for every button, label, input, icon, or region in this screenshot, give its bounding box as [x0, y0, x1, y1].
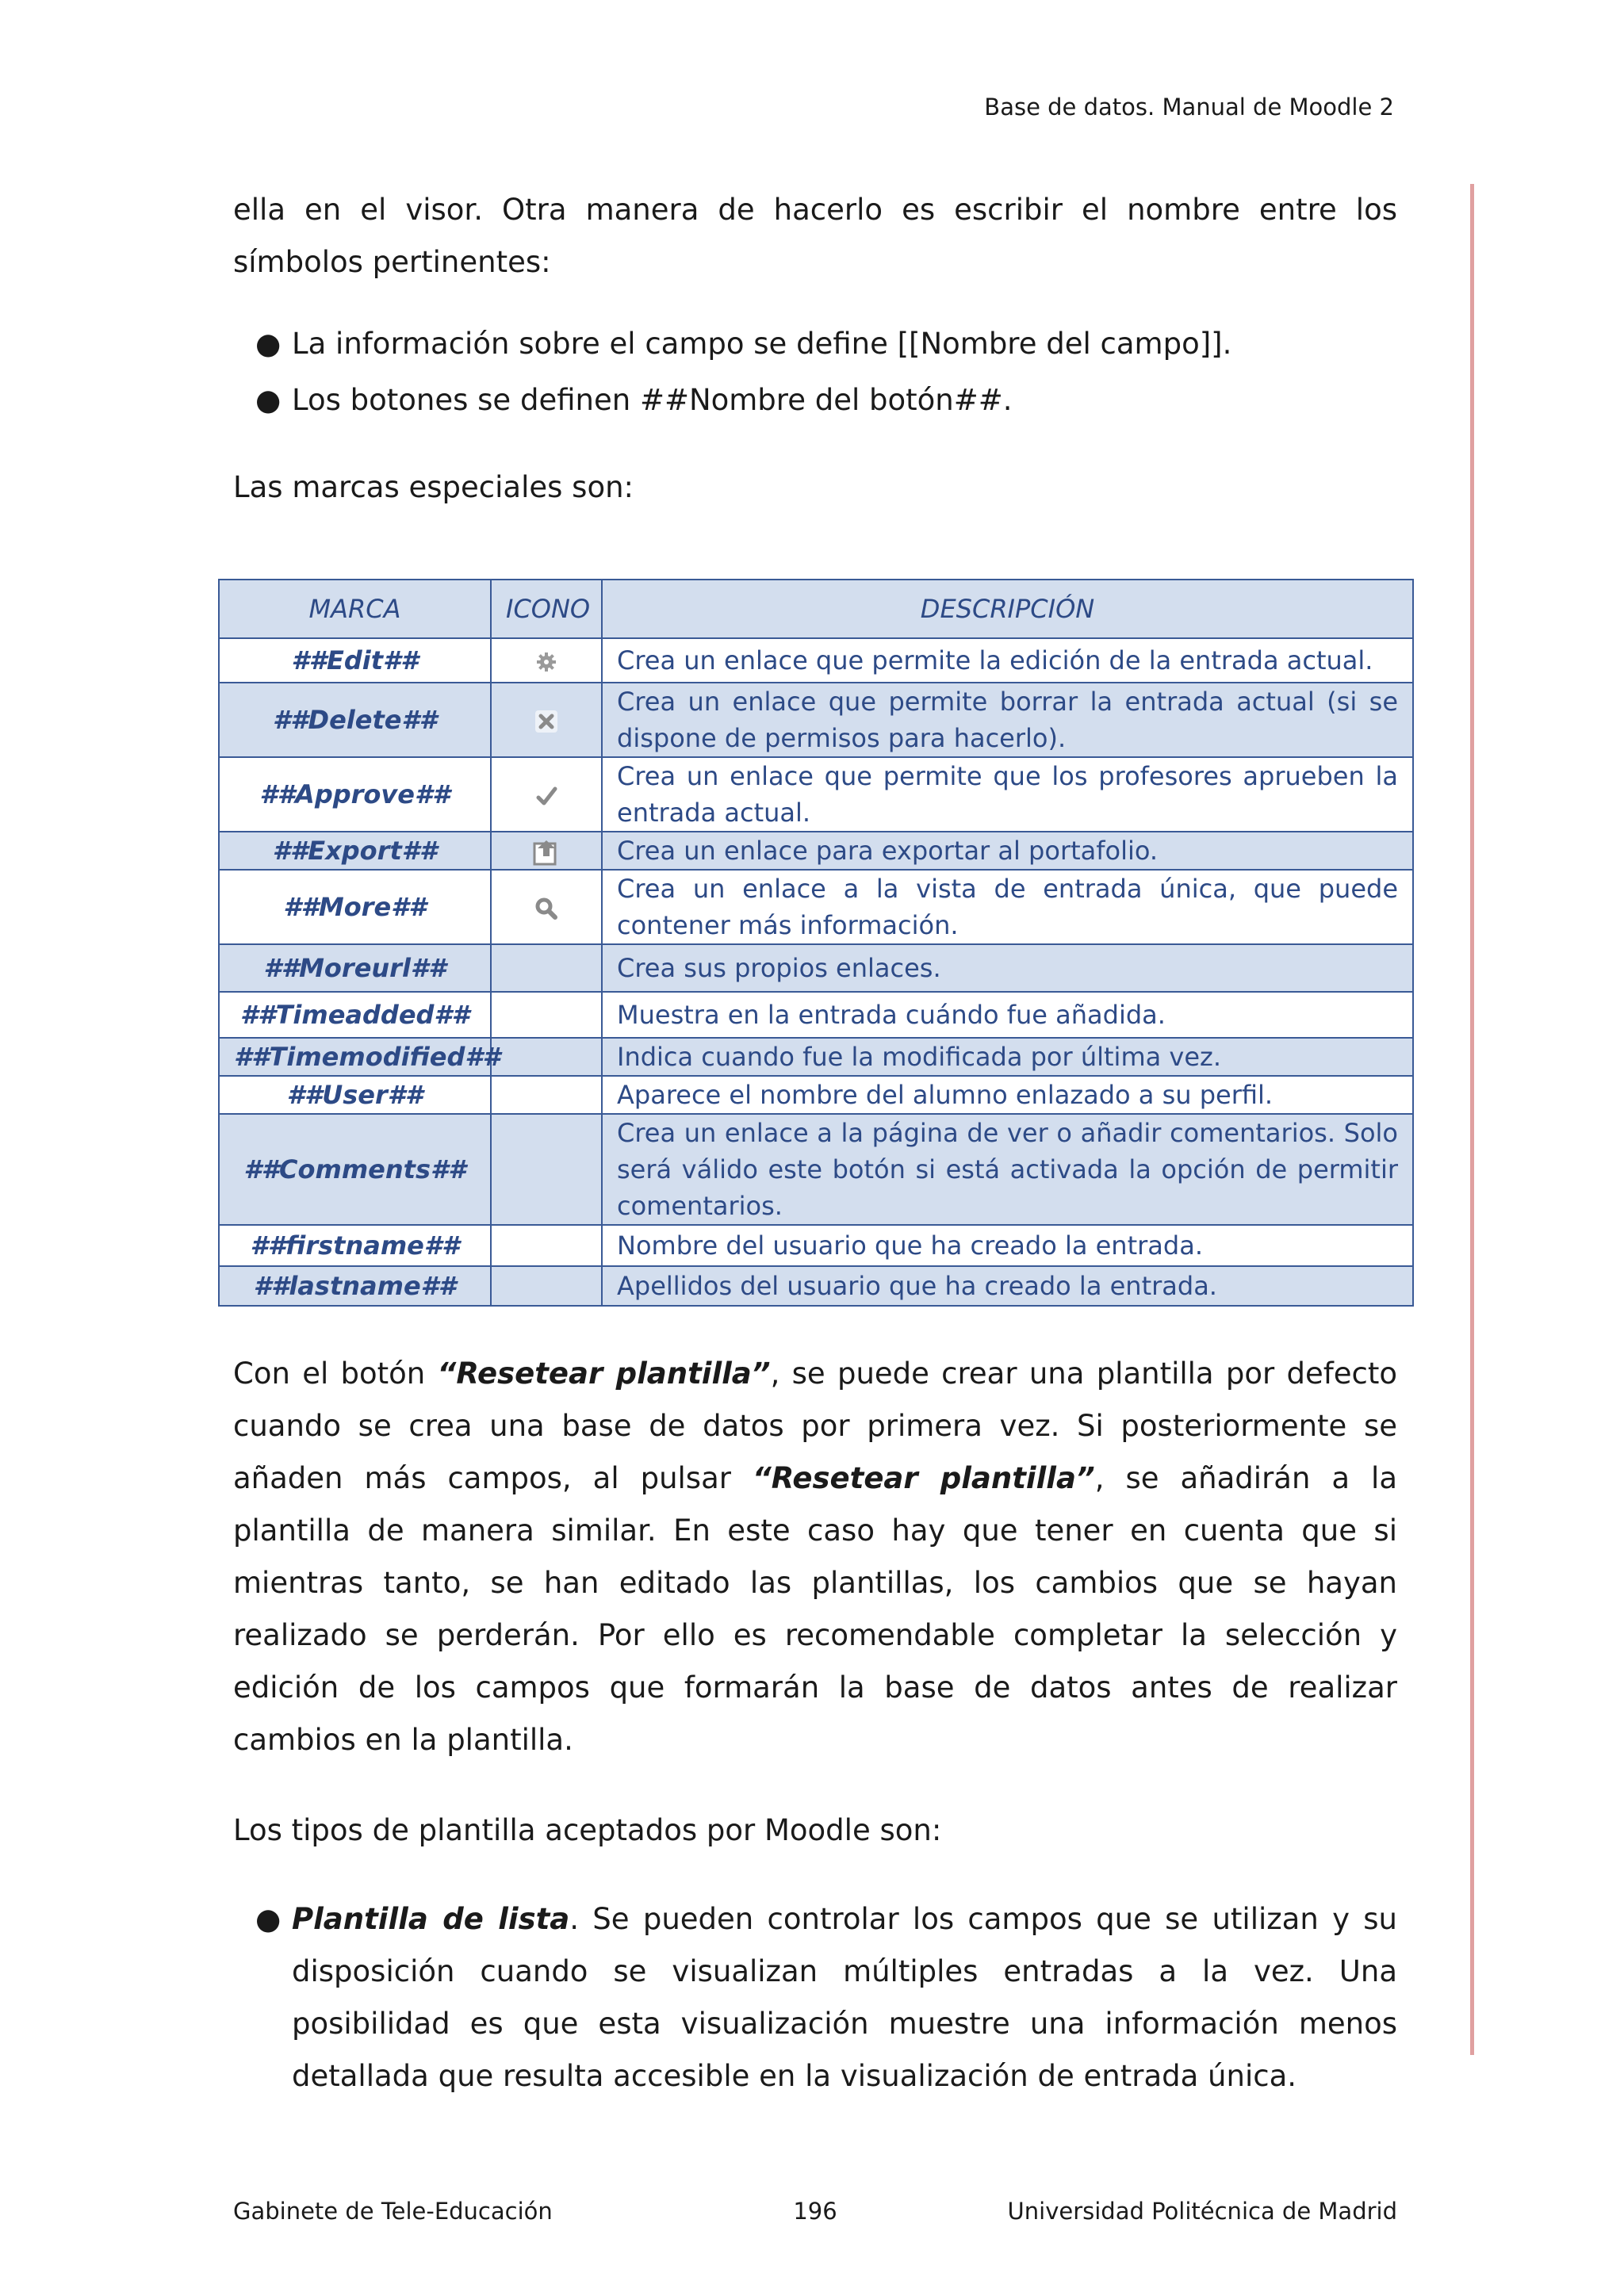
table-row — [219, 944, 1413, 992]
icon-cell — [491, 1114, 602, 1225]
table-row — [219, 1225, 1413, 1266]
mark-cell: ##Edit## — [219, 638, 491, 683]
description-cell: Apellidos del usuario que ha creado la entrada. — [602, 1266, 1413, 1306]
checkmark-icon — [534, 779, 558, 809]
icon-cell — [491, 832, 602, 870]
list-item — [233, 316, 1397, 372]
mark-cell: ##Approve## — [219, 757, 491, 832]
mark-cell: ##firstname## — [219, 1225, 491, 1266]
description-cell: Muestra en la entrada cuándo fue añadida. — [602, 992, 1413, 1038]
gear-icon — [536, 645, 557, 675]
icon-cell — [491, 1225, 602, 1266]
list-item — [233, 372, 1397, 428]
list-item — [233, 1893, 1397, 2103]
table-row — [219, 683, 1413, 757]
mark-cell: ##Comments## — [219, 1114, 491, 1225]
magnifier-icon — [534, 892, 558, 922]
icon-cell — [491, 1076, 602, 1114]
mark-cell: ##Delete## — [219, 683, 491, 757]
text-run: , se puede crear una plantilla por defecto cuando se crea una base de datos por primera vez. Si posteriormente se añaden más campos, al pulsar — [233, 1357, 1398, 1495]
special-marks-table — [218, 579, 1414, 1307]
description-cell: Nombre del usuario que ha creado la entrada. — [602, 1225, 1413, 1266]
mark-cell: ##Timeadded## — [219, 992, 491, 1038]
icon-cell — [491, 638, 602, 683]
text-run: Con el botón — [233, 1357, 438, 1391]
text-run: , se añadirán a la plantilla de manera similar. En este caso hay que tener en cuenta que si mientras tanto, se han editado las plantillas, los cambios que se hayan realizado se perderán. Por ello es recomendable completar la selección y edición de los campos que formarán la base de datos antes de realizar cambios en la plantilla. — [233, 1461, 1397, 1757]
running-header: Base de datos. Manual de Moodle 2 — [984, 94, 1394, 121]
mark-cell: ##Timemodified## — [219, 1038, 491, 1076]
intro-paragraph: ella en el visor. Otra manera de hacerlo es escribir el nombre entre los símbolos pertinentes: — [233, 193, 1397, 279]
icon-cell — [491, 944, 602, 992]
mark-cell: ##More## — [219, 870, 491, 944]
template-types-list — [233, 1893, 1397, 2103]
column-header-icono: ICONO — [491, 580, 602, 638]
description-cell: Indica cuando fue la modificada por última vez. — [602, 1038, 1413, 1076]
margin-rule — [1470, 184, 1474, 2055]
table-row — [219, 1266, 1413, 1306]
description-cell: Crea un enlace a la página de ver o añadir comentarios. Solo será válido este botón si está activada la opción de permitir comentarios. — [602, 1114, 1413, 1225]
table-row — [219, 870, 1413, 944]
reset-template-paragraph — [233, 1348, 1397, 1766]
body-section — [233, 1348, 1397, 2103]
icon-cell — [491, 1266, 602, 1306]
description-cell: Crea un enlace a la vista de entrada única, que puede contener más información. — [602, 870, 1413, 944]
template-types-intro: Los tipos de plantilla aceptados por Moodle son: — [233, 1813, 942, 1847]
footer-left: Gabinete de Tele-Educación — [233, 2198, 553, 2225]
export-icon — [533, 836, 560, 866]
table-row — [219, 1038, 1413, 1076]
description-cell: Crea un enlace para exportar al portafolio. — [602, 832, 1413, 870]
bullet-text: La información sobre el campo se define [[Nombre del campo]]. — [292, 327, 1232, 361]
intro-bullet-list — [233, 316, 1397, 428]
table-row — [219, 757, 1413, 832]
icon-cell — [491, 1038, 602, 1076]
intro-section — [233, 184, 1397, 514]
description-cell: Crea sus propios enlaces. — [602, 944, 1413, 992]
table-row — [219, 638, 1413, 683]
bullet-icon: ● — [255, 327, 282, 361]
icon-cell — [491, 683, 602, 757]
template-type-description: . Se pueden controlar los campos que se utilizan y su disposición cuando se visualizan múltiples entradas a la vez. Una posibilidad es que esta visualización muestre una información menos detallada que resulta accesible en la visualización de entrada única. — [292, 1902, 1397, 2093]
column-header-descripcion: DESCRIPCIÓN — [602, 580, 1413, 638]
bullet-text: Los botones se definen ##Nombre del botón##. — [292, 383, 1013, 417]
description-cell: Crea un enlace que permite que los profesores aprueben la entrada actual. — [602, 757, 1413, 832]
description-cell: Crea un enlace que permite la edición de la entrada actual. — [602, 638, 1413, 683]
marks-intro: Las marcas especiales son: — [233, 470, 634, 504]
column-header-marca: MARCA — [219, 580, 491, 638]
bullet-icon: ● — [255, 383, 282, 417]
description-cell: Crea un enlace que permite borrar la entrada actual (si se dispone de permisos para hacerlo). — [602, 683, 1413, 757]
footer-right: Universidad Politécnica de Madrid — [1007, 2198, 1397, 2225]
delete-x-icon — [534, 705, 558, 735]
emphasis-reset: “Resetear plantilla” — [752, 1461, 1095, 1495]
icon-cell — [491, 992, 602, 1038]
icon-cell — [491, 870, 602, 944]
bullet-icon: ● — [255, 1902, 282, 1936]
mark-cell: ##Moreurl## — [219, 944, 491, 992]
table-row — [219, 832, 1413, 870]
template-type-name: Plantilla de lista — [292, 1902, 570, 1936]
emphasis-reset: “Resetear plantilla” — [437, 1357, 771, 1391]
mark-cell: ##Export## — [219, 832, 491, 870]
description-cell: Aparece el nombre del alumno enlazado a su perfil. — [602, 1076, 1413, 1114]
table-row — [219, 1114, 1413, 1225]
icon-cell — [491, 757, 602, 832]
page-number: 196 — [793, 2198, 837, 2225]
table-row — [219, 1076, 1413, 1114]
mark-cell: ##lastname## — [219, 1266, 491, 1306]
mark-cell: ##User## — [219, 1076, 491, 1114]
table-row — [219, 992, 1413, 1038]
